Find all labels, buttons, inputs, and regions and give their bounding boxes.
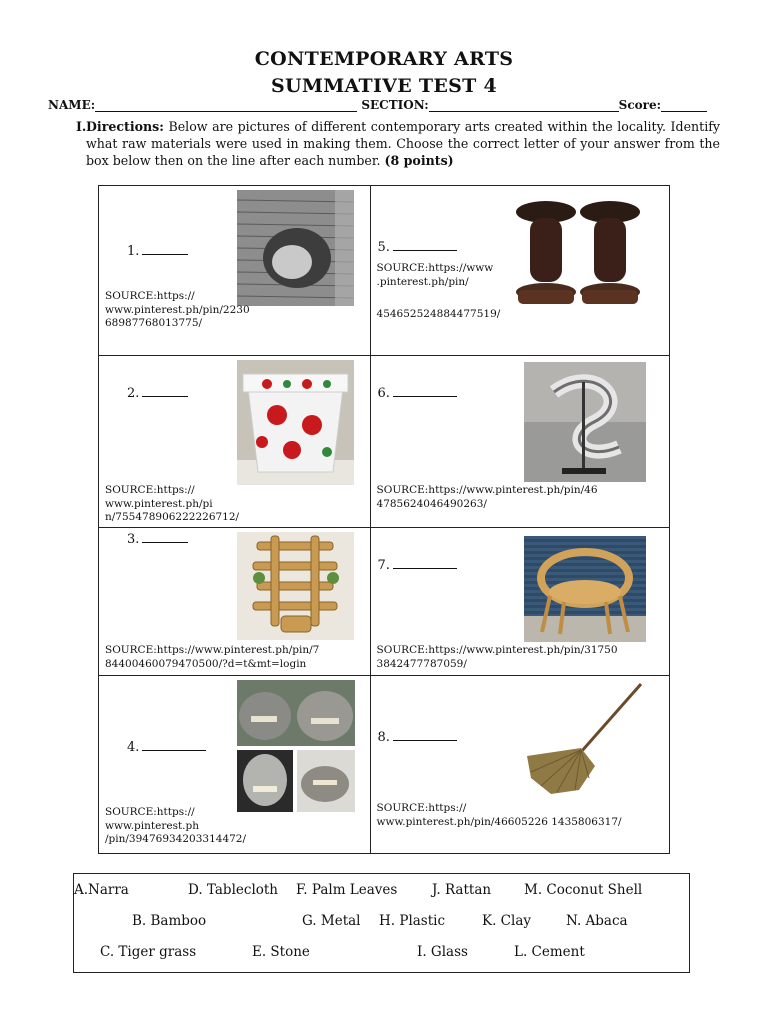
item-3	[127, 532, 188, 547]
choice-c: C. Tiger grass	[100, 944, 197, 960]
section-label: SECTION:	[361, 98, 429, 112]
directions-number: I.	[76, 119, 87, 134]
choice-l: L. Cement	[514, 944, 585, 960]
item-cell-3	[99, 528, 371, 676]
item-cell-8	[370, 676, 669, 854]
item-cell-5	[370, 186, 669, 356]
choice-n: N. Abaca	[566, 913, 628, 929]
directions-label: Directions:	[86, 119, 164, 134]
choice-k: K. Clay	[482, 913, 531, 929]
item-cell-1	[99, 186, 371, 356]
name-label: NAME:	[48, 98, 96, 112]
item-number: 4.	[127, 740, 140, 755]
choice-e: E. Stone	[252, 944, 310, 960]
picture-grid	[98, 185, 670, 854]
test-title: CONTEMPORARY ARTS	[254, 48, 514, 70]
item-6-source: SOURCE:https://www.pinterest.ph/pin/46 4785624046490263/	[376, 484, 598, 510]
answer-line-6[interactable]	[393, 386, 457, 397]
item-number: 6.	[377, 386, 390, 401]
answer-line-7[interactable]	[393, 558, 457, 569]
name-field[interactable]	[95, 99, 357, 112]
item-4	[127, 740, 206, 755]
item-number: 7.	[377, 558, 390, 573]
choice-i: I. Glass	[417, 944, 468, 960]
item-8-source: SOURCE:https:// www.pinterest.ph/pin/46605226 1435806317/	[376, 802, 622, 828]
item-5-source: SOURCE:https://www .pinterest.ph/pin/	[376, 262, 494, 288]
score-field[interactable]	[661, 99, 707, 112]
narra-wood-figures-image	[514, 192, 642, 310]
answer-line-5[interactable]	[393, 240, 457, 251]
student-info-row	[48, 98, 720, 112]
choice-a: A.Narra	[74, 882, 129, 898]
choice-b: B. Bamboo	[132, 913, 207, 929]
choice-d: D. Tablecloth	[188, 882, 279, 898]
choice-h: H. Plastic	[379, 913, 446, 929]
item-cell-4	[99, 676, 371, 854]
directions-text: Below are pictures of different contemporary arts created within the locality. Identify what raw materials were used in making them. Choose the correct letter of your answer from the box below then on the line after each number.	[86, 119, 720, 168]
item-number: 1.	[127, 244, 140, 259]
item-4-source: SOURCE:https:// www.pinterest.ph /pin/394769342033144​72/	[105, 806, 247, 845]
choice-j: J. Rattan	[432, 882, 492, 898]
item-number: 3.	[127, 532, 140, 547]
item-number: 2.	[127, 386, 140, 401]
section-field[interactable]	[429, 99, 619, 112]
item-number: 5.	[377, 240, 390, 255]
choice-m: M. Coconut Shell	[524, 882, 643, 898]
metal-swirl-sculpture-image	[524, 362, 646, 482]
directions-points: (8 points)	[384, 153, 454, 168]
ladybug-clay-pot-image	[237, 360, 354, 485]
metal-wire-sculpture-image	[237, 190, 354, 306]
item-cell-7	[370, 528, 669, 676]
choice-f: F. Palm Leaves	[296, 882, 398, 898]
answer-line-2[interactable]	[142, 386, 188, 397]
directions	[76, 118, 720, 169]
answer-line-4[interactable]	[142, 740, 206, 751]
score-label: Score:	[618, 98, 662, 112]
item-cell-2	[99, 356, 371, 528]
answer-line-8[interactable]	[393, 730, 457, 741]
item-5-source-id: 454652524884477519/	[376, 308, 501, 320]
item-2	[127, 386, 188, 401]
bamboo-shelf-image	[237, 532, 354, 640]
item-8	[378, 730, 457, 745]
item-5	[378, 240, 457, 255]
item-1	[127, 244, 188, 259]
answer-line-1[interactable]	[142, 244, 188, 255]
answer-choices-box	[73, 873, 690, 973]
rattan-chair-image	[524, 536, 646, 642]
item-number: 8.	[377, 730, 390, 745]
choice-g: G. Metal	[302, 913, 361, 929]
walis-tambo-broom-image	[521, 682, 645, 800]
item-cell-6	[370, 356, 669, 528]
item-2-source: SOURCE:https:// www.pinterest.ph/pi n/755478906222226712/	[105, 484, 240, 523]
answer-line-3[interactable]	[142, 532, 188, 543]
item-6	[378, 386, 457, 401]
item-7-source: SOURCE:https://www.pinterest.ph/pin/31750 3842477787059/	[376, 644, 618, 670]
item-1-source: SOURCE:https:// www.pinterest.ph/pin/2230 68987768013775/	[105, 290, 250, 329]
test-subtitle: SUMMATIVE TEST 4	[270, 75, 498, 97]
item-3-source: SOURCE:https://www.pinterest.ph/pin/7 84400460079470500/?d=t&mt=login	[105, 644, 320, 670]
stone-faces-image	[237, 680, 355, 812]
item-7	[378, 558, 457, 573]
